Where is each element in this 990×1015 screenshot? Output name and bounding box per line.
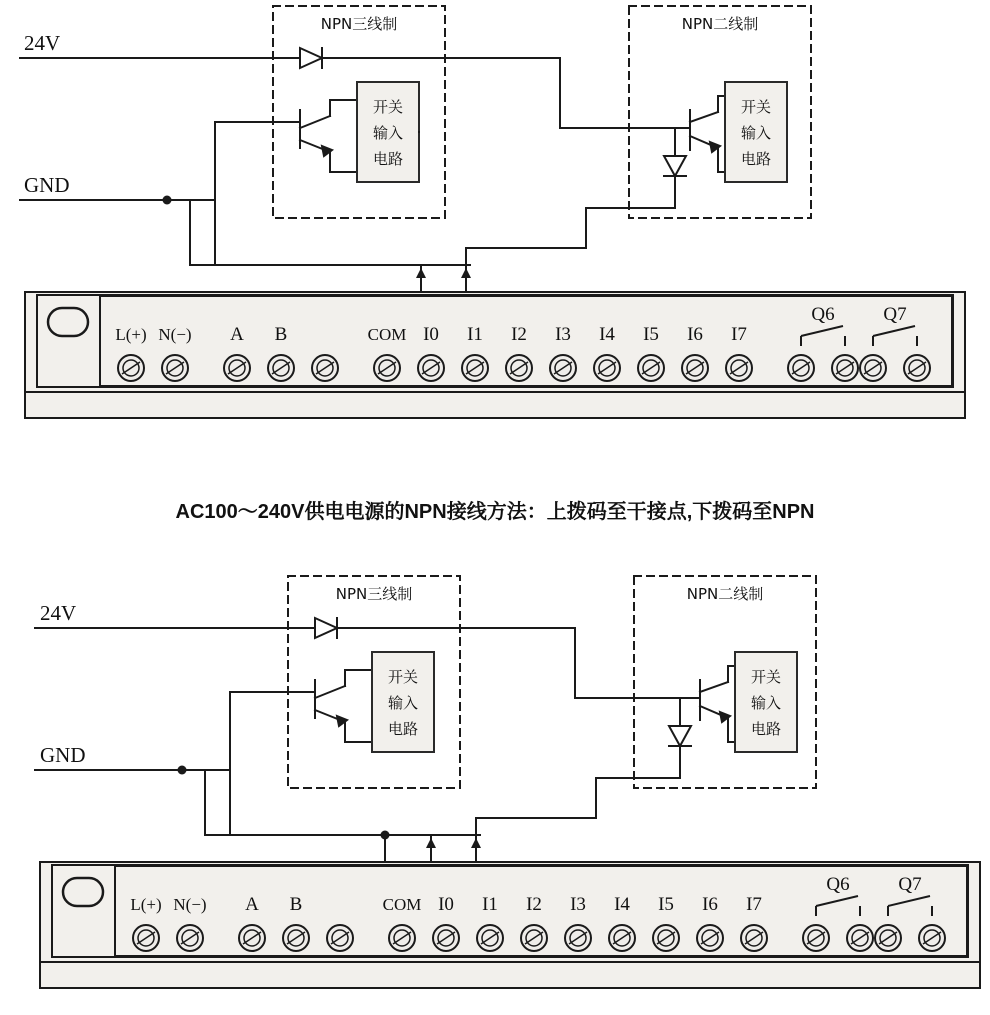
terminal-block-bottom — [40, 862, 980, 988]
circuit-box-2-line-3: 电路 — [750, 720, 782, 738]
relay-label: Q6 — [811, 304, 835, 325]
circuit-box-2-line-1: 开关 — [740, 98, 772, 116]
circuit-box-2-line-3: 电路 — [740, 150, 772, 168]
section-caption: AC100～240V供电电源的NPN接线方法：上拨码至干接点,下拨码至NPN — [175, 501, 815, 523]
diode-3wire — [300, 48, 322, 68]
circuit-box-2-line-2: 输入 — [740, 124, 772, 142]
terminal-label: I5 — [643, 324, 659, 345]
terminal-label: L(+) — [130, 895, 162, 914]
diode-3wire — [315, 618, 337, 638]
npn-3wire-title: NPN三线制 — [335, 585, 413, 603]
terminal-label: I3 — [555, 324, 571, 345]
circuit-box-1-line-1: 开关 — [372, 98, 404, 116]
terminal-label: A — [230, 324, 244, 345]
circuit-box-1-line-2: 输入 — [372, 124, 404, 142]
terminal-label: I2 — [511, 324, 527, 345]
wiring-diagram-bottom — [0, 560, 990, 1015]
relay-label: Q7 — [883, 304, 907, 325]
terminal-label: B — [274, 324, 288, 345]
terminal-label: I0 — [423, 324, 439, 345]
terminal-label: N(−) — [158, 325, 192, 344]
terminal-label: I4 — [614, 894, 630, 915]
relay-label: Q6 — [826, 874, 850, 895]
terminal-label: COM — [367, 325, 407, 344]
terminal-label: I6 — [702, 894, 718, 915]
circuit-box-2-line-1: 开关 — [750, 668, 782, 686]
junction-dot — [178, 766, 187, 775]
terminal-label: I5 — [658, 894, 674, 915]
circuit-box-2-line-2: 输入 — [750, 694, 782, 712]
junction-dot — [163, 196, 172, 205]
terminal-label: I0 — [438, 894, 454, 915]
terminal-label: A — [245, 894, 259, 915]
npn-3wire-title: NPN三线制 — [320, 15, 398, 33]
terminal-label: I1 — [482, 894, 498, 915]
relay-label: Q7 — [898, 874, 922, 895]
circuit-box-1-line-2: 输入 — [387, 694, 419, 712]
terminal-label: N(−) — [173, 895, 207, 914]
npn-2wire-title: NPN二线制 — [686, 585, 764, 603]
circuit-box-1-line-1: 开关 — [387, 668, 419, 686]
terminal-label: B — [289, 894, 303, 915]
circuit-box-1-line-3: 电路 — [387, 720, 419, 738]
label-24v: 24V — [40, 601, 77, 625]
label-24v: 24V — [24, 31, 61, 55]
terminal-label: I2 — [526, 894, 542, 915]
terminal-block-top — [25, 292, 965, 418]
terminal-label: I4 — [599, 324, 615, 345]
terminal-label: I7 — [731, 324, 747, 345]
wiring-diagram-top — [0, 0, 990, 440]
terminal-label: I1 — [467, 324, 483, 345]
terminal-label: COM — [382, 895, 422, 914]
terminal-label: I3 — [570, 894, 586, 915]
label-gnd: GND — [40, 743, 86, 767]
label-gnd: GND — [24, 173, 70, 197]
terminal-label: I6 — [687, 324, 703, 345]
circuit-box-1-line-3: 电路 — [372, 150, 404, 168]
terminal-label: I7 — [746, 894, 762, 915]
terminal-label: L(+) — [115, 325, 147, 344]
npn-2wire-title: NPN二线制 — [681, 15, 759, 33]
